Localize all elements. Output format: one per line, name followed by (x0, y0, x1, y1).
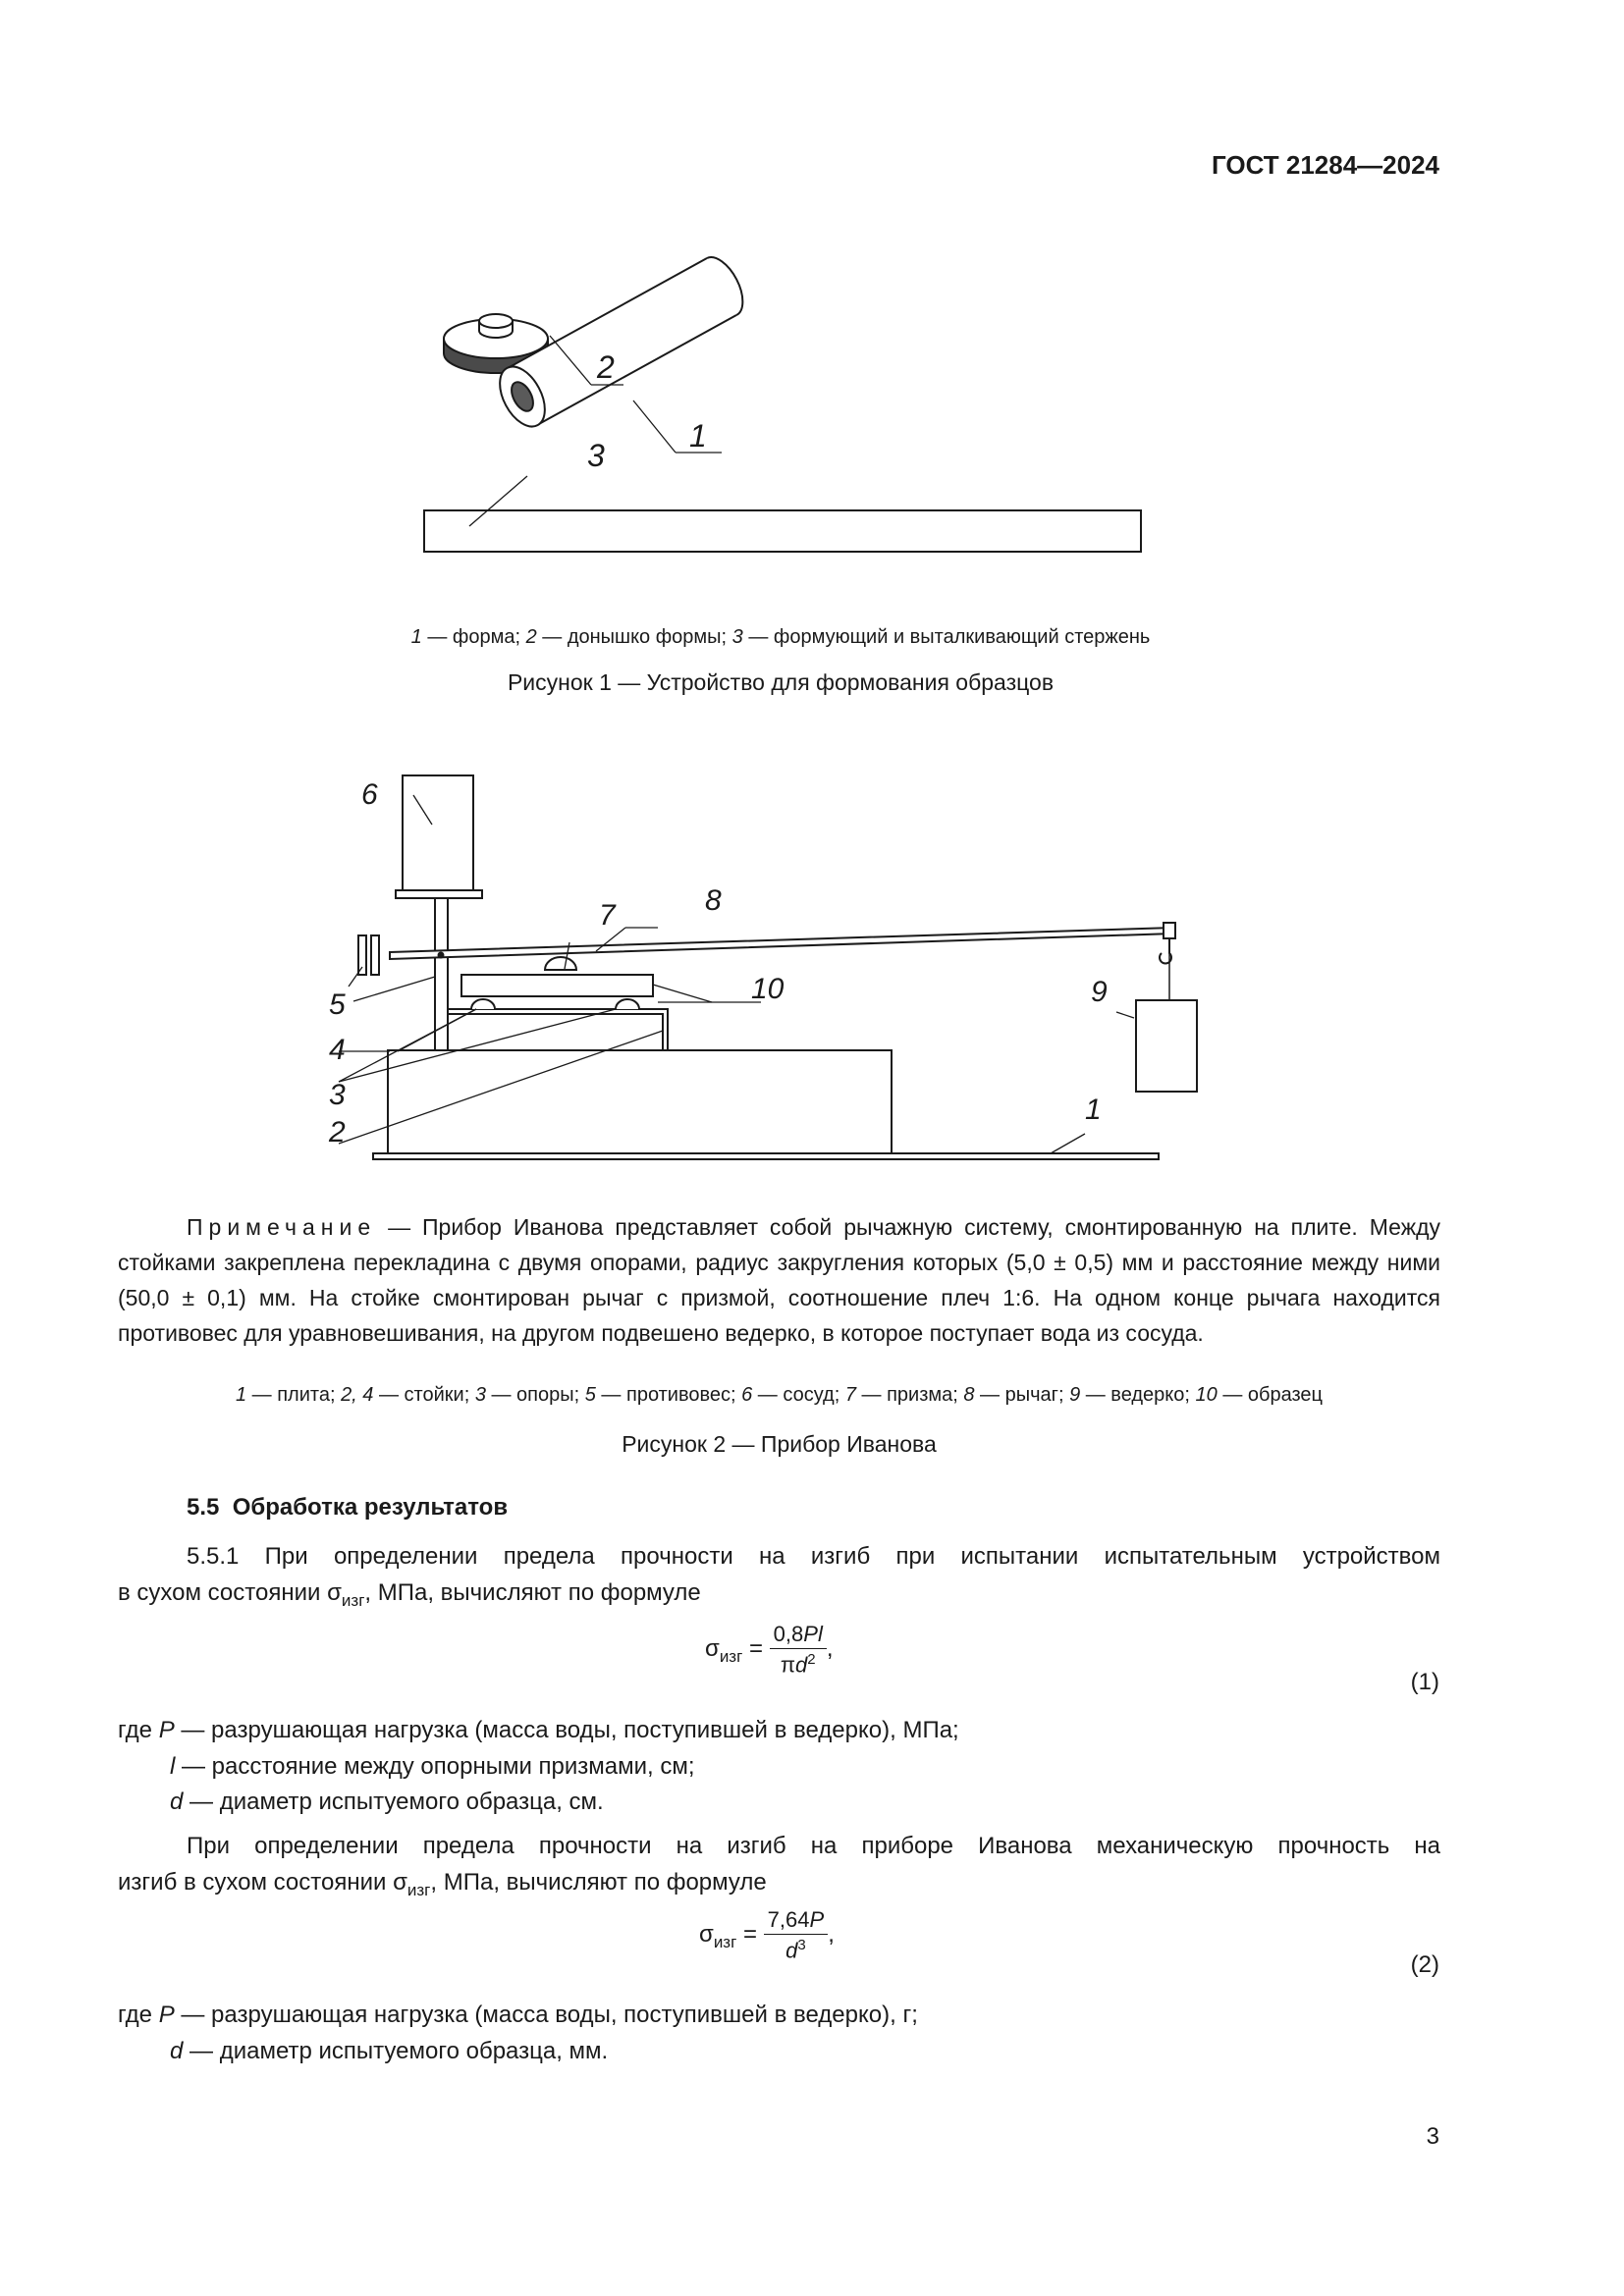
figure-1-label-3: 3 (587, 438, 605, 473)
figure-1-label-1: 1 (689, 418, 707, 454)
figure-2-counterweight (358, 935, 366, 975)
note-text: — Прибор Иванова представляет собой рычажную систему, смонтированную на плите. Между стойками закреплена перекладина с двумя опорами, радиус закругления которых (5,0 ± 0,5) мм и расстояние между ними (50,0 ± 0,1) мм. На стойке смонтирован рычаг с призмой, соотношение плеч 1:6. На одном конце рычага находится противовес для уравновешивания, на другом подвешено ведерко, в которое поступает вода из сосуда. (118, 1214, 1440, 1346)
figure-1-caption: Рисунок 1 — Устройство для формования образцов (507, 669, 1055, 695)
standard-designation: ГОСТ 21284—2024 (1212, 150, 1439, 180)
figure-1-label-2: 2 (597, 349, 615, 385)
where-list-2 (118, 1998, 1440, 2069)
figure-1-legend: 1 — форма; 2 — донышко формы; 3 — формующий и выталкивающий стержень (410, 626, 1151, 648)
formula-2: $\sigma_{изг}$ = $\frac{7,64P}{d^3}$ , (699, 1907, 835, 1963)
note-title: Примечание (187, 1214, 377, 1240)
figure-2-bucket (1136, 1000, 1197, 1092)
figure-2-label-3a: 3 (329, 1079, 346, 1111)
paragraph-5-5-1: 5.5.1 При определении предела прочности на изгиб при испытании испытательным устройством в сухом состоянии $\sigma_{изг}$, МПа, вычисляют по формуле (118, 1543, 1440, 1610)
figure-2-drawing (319, 761, 1262, 1173)
figure-2-caption: Рисунок 2 — Прибор Иванова (622, 1431, 937, 1457)
figure-2-label-2: 2 (329, 1116, 346, 1148)
figure-2-note (118, 1209, 1440, 1351)
figure-2-legend: 1 — плита; 2, 4 — стойки; 3 — опоры; 5 — противовес; 6 — сосуд; 7 — призма; 8 — рычаг; 9 — ведерко; 10 — образец (235, 1384, 1324, 1406)
where-1-item-l: l — расстояние между опорными призмами, см; (170, 1752, 695, 1780)
figure-1-drawing (412, 250, 1159, 564)
figure-2-prism (545, 957, 576, 970)
formula-2-number: (2) (1410, 1951, 1439, 1978)
formula-1: $\sigma_{изг}$ = $\frac{0,8Pl}{\pi d^2}$ , (705, 1622, 834, 1678)
figure-2-specimen (461, 975, 653, 996)
where-1-item-p: где P — разрушающая нагрузка (масса воды, поступившей в ведерко), МПа; (118, 1717, 959, 1743)
figure-2-label-6: 6 (361, 778, 378, 811)
page-number: 3 (1426, 2123, 1439, 2150)
where-list-1 (118, 1713, 1440, 1821)
figure-2-label-10: 10 (751, 973, 785, 1005)
figure-2-label-7: 7 (599, 899, 616, 932)
figure-2-lever (390, 928, 1173, 959)
section-heading: 5.5 Обработка результатов (187, 1494, 509, 1521)
figure-2-vessel (403, 775, 473, 890)
figure-2-label-9: 9 (1091, 976, 1108, 1008)
figure-2-label-5: 5 (329, 988, 346, 1021)
formula-1-number: (1) (1410, 1669, 1439, 1695)
where-2-item-d: d — диаметр испытуемого образца, мм. (170, 2037, 609, 2064)
where-1-item-d: d — диаметр испытуемого образца, см. (170, 1789, 604, 1815)
figure-1-rod (424, 510, 1141, 552)
figure-2-label-1: 1 (1085, 1094, 1102, 1126)
figure-2-label-8: 8 (705, 884, 722, 917)
paragraph-ivanov: При определении предела прочности на изгиб на приборе Иванова механическую прочность на изгиб в сухом состоянии $\sigma_{изг}$, МПа, вычисляют по формуле (118, 1833, 1440, 1899)
figure-2-label-4: 4 (329, 1034, 346, 1066)
where-2-item-p: где P — разрушающая нагрузка (масса воды, поступившей в ведерко), г; (118, 2002, 918, 2028)
